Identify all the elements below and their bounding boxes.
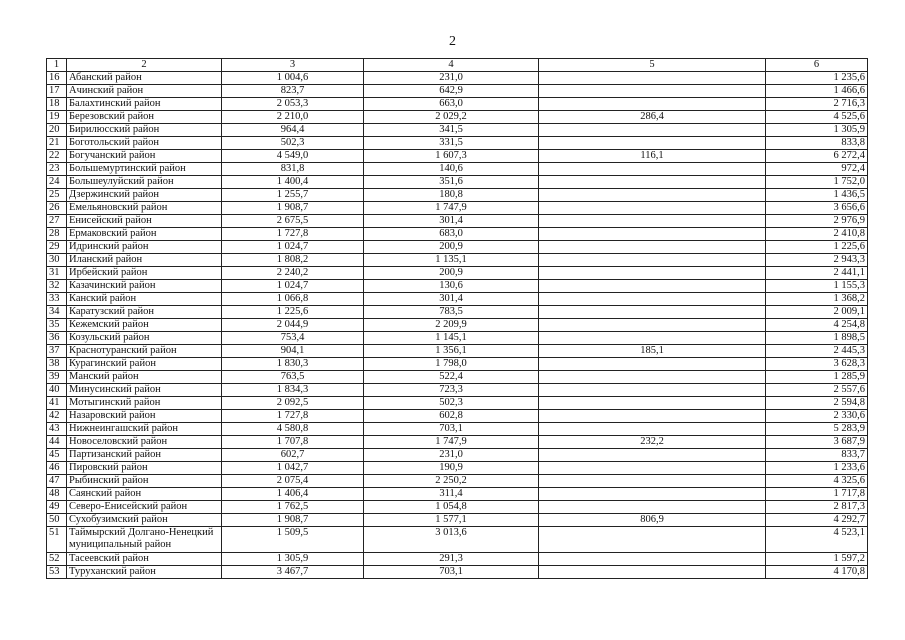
column-6-value-cell: 833,7 [766,449,868,462]
district-name-cell: Кежемский район [67,319,222,332]
column-3-value-cell: 964,4 [222,124,364,137]
column-3-value-cell: 831,8 [222,163,364,176]
column-3-value-cell: 1 024,7 [222,280,364,293]
column-4-value-cell: 180,8 [364,189,539,202]
column-3-value-cell: 823,7 [222,85,364,98]
row-number-cell: 40 [47,384,67,397]
row-number-cell: 42 [47,410,67,423]
column-5-value-cell [539,488,766,501]
column-6-value-cell: 2 009,1 [766,306,868,319]
column-6-value-cell: 2 716,3 [766,98,868,111]
row-number-cell: 47 [47,475,67,488]
row-number-cell: 29 [47,241,67,254]
row-number-cell: 38 [47,358,67,371]
row-number-cell: 51 [47,527,67,553]
column-4-value-cell: 311,4 [364,488,539,501]
column-6-value-cell: 2 330,6 [766,410,868,423]
row-number-cell: 22 [47,150,67,163]
district-name-cell: Большемуртинский район [67,163,222,176]
district-name-cell: Новоселовский район [67,436,222,449]
column-4-value-cell: 291,3 [364,553,539,566]
column-4-value-cell: 1 747,9 [364,436,539,449]
column-5-value-cell: 286,4 [539,111,766,124]
column-header: 6 [766,59,868,72]
row-number-cell: 39 [47,371,67,384]
row-number-cell: 45 [47,449,67,462]
table-row [47,319,868,332]
column-5-value-cell [539,410,766,423]
column-5-value-cell: 232,2 [539,436,766,449]
table-row [47,475,868,488]
row-number-cell: 37 [47,345,67,358]
column-4-value-cell: 703,1 [364,566,539,579]
table-row [47,306,868,319]
district-name-cell: Назаровский район [67,410,222,423]
district-name-cell: Дзержинский район [67,189,222,202]
column-4-value-cell: 703,1 [364,423,539,436]
district-name-cell: Каратузский район [67,306,222,319]
column-5-value-cell [539,202,766,215]
table-row [47,371,868,384]
column-3-value-cell: 4 580,8 [222,423,364,436]
column-4-value-cell: 602,8 [364,410,539,423]
column-4-value-cell: 3 013,6 [364,527,539,553]
column-6-value-cell: 833,8 [766,137,868,150]
column-5-value-cell [539,384,766,397]
column-5-value-cell [539,72,766,85]
column-3-value-cell: 2 210,0 [222,111,364,124]
row-number-cell: 36 [47,332,67,345]
district-name-cell: Таймырский Долгано-Ненецкий муниципальный район [67,527,222,553]
column-5-value-cell [539,553,766,566]
district-name-cell: Балахтинский район [67,98,222,111]
district-name-cell: Туруханский район [67,566,222,579]
column-4-value-cell: 502,3 [364,397,539,410]
table-row [47,111,868,124]
column-5-value-cell [539,306,766,319]
column-4-value-cell: 522,4 [364,371,539,384]
column-6-value-cell: 2 557,6 [766,384,868,397]
table-row [47,488,868,501]
row-number-cell: 32 [47,280,67,293]
district-name-cell: Нижнеингашский район [67,423,222,436]
row-number-cell: 19 [47,111,67,124]
column-6-value-cell: 4 325,6 [766,475,868,488]
column-4-value-cell: 231,0 [364,449,539,462]
district-name-cell: Емельяновский район [67,202,222,215]
row-number-cell: 50 [47,514,67,527]
district-name-cell: Иланский район [67,254,222,267]
column-3-value-cell: 502,3 [222,137,364,150]
column-4-value-cell: 1 135,1 [364,254,539,267]
column-5-value-cell [539,475,766,488]
column-6-value-cell: 3 628,3 [766,358,868,371]
row-number-cell: 28 [47,228,67,241]
column-5-value-cell [539,449,766,462]
column-3-value-cell: 763,5 [222,371,364,384]
column-5-value-cell [539,189,766,202]
row-number-cell: 17 [47,85,67,98]
district-name-cell: Тасеевский район [67,553,222,566]
column-3-value-cell: 1 830,3 [222,358,364,371]
column-5-value-cell [539,228,766,241]
column-5-value-cell [539,319,766,332]
column-5-value-cell: 806,9 [539,514,766,527]
table-row [47,280,868,293]
district-name-cell: Рыбинский район [67,475,222,488]
district-name-cell: Курагинский район [67,358,222,371]
column-5-value-cell [539,358,766,371]
column-5-value-cell [539,215,766,228]
column-4-value-cell: 140,6 [364,163,539,176]
row-number-cell: 18 [47,98,67,111]
column-4-value-cell: 200,9 [364,241,539,254]
district-name-cell: Богучанский район [67,150,222,163]
column-6-value-cell: 2 817,3 [766,501,868,514]
column-header: 1 [47,59,67,72]
column-5-value-cell [539,397,766,410]
column-4-value-cell: 301,4 [364,293,539,306]
column-5-value-cell [539,124,766,137]
page-number: 2 [449,34,456,49]
column-3-value-cell: 1 727,8 [222,410,364,423]
row-number-cell: 48 [47,488,67,501]
table-row [47,397,868,410]
table-row [47,332,868,345]
column-3-value-cell: 1 255,7 [222,189,364,202]
district-name-cell: Сухобузимский район [67,514,222,527]
column-5-value-cell [539,98,766,111]
column-5-value-cell [539,332,766,345]
column-header: 5 [539,59,766,72]
row-number-cell: 35 [47,319,67,332]
column-4-value-cell: 2 029,2 [364,111,539,124]
column-5-value-cell [539,85,766,98]
column-5-value-cell [539,293,766,306]
district-name-cell: Северо-Енисейский район [67,501,222,514]
column-header: 3 [222,59,364,72]
column-6-value-cell: 1 898,5 [766,332,868,345]
column-3-value-cell: 2 092,5 [222,397,364,410]
column-6-value-cell: 2 441,1 [766,267,868,280]
district-name-cell: Канский район [67,293,222,306]
table-body [47,72,868,579]
column-6-value-cell: 2 976,9 [766,215,868,228]
column-6-value-cell: 1 155,3 [766,280,868,293]
column-4-value-cell: 2 209,9 [364,319,539,332]
column-6-value-cell: 2 594,8 [766,397,868,410]
column-3-value-cell: 1 066,8 [222,293,364,306]
district-name-cell: Большеулуйский район [67,176,222,189]
row-number-cell: 34 [47,306,67,319]
district-name-cell: Казачинский район [67,280,222,293]
column-5-value-cell [539,527,766,553]
column-3-value-cell: 602,7 [222,449,364,462]
table-row [47,501,868,514]
column-6-value-cell: 4 523,1 [766,527,868,553]
column-3-value-cell: 1 727,8 [222,228,364,241]
column-4-value-cell: 1 054,8 [364,501,539,514]
column-6-value-cell: 972,4 [766,163,868,176]
row-number-cell: 49 [47,501,67,514]
column-6-value-cell: 1 235,6 [766,72,868,85]
column-3-value-cell: 2 075,4 [222,475,364,488]
row-number-cell: 30 [47,254,67,267]
district-name-cell: Идринский район [67,241,222,254]
table-row [47,449,868,462]
column-4-value-cell: 1 356,1 [364,345,539,358]
column-5-value-cell [539,501,766,514]
column-4-value-cell: 663,0 [364,98,539,111]
column-5-value-cell [539,176,766,189]
column-3-value-cell: 904,1 [222,345,364,358]
row-number-cell: 27 [47,215,67,228]
column-5-value-cell [539,241,766,254]
row-number-cell: 52 [47,553,67,566]
table-row [47,215,868,228]
row-number-cell: 33 [47,293,67,306]
column-6-value-cell: 5 283,9 [766,423,868,436]
row-number-cell: 20 [47,124,67,137]
table-row [47,98,868,111]
table-row [47,267,868,280]
column-4-value-cell: 723,3 [364,384,539,397]
table-row [47,228,868,241]
district-name-cell: Ирбейский район [67,267,222,280]
column-6-value-cell: 4 292,7 [766,514,868,527]
column-3-value-cell: 1 225,6 [222,306,364,319]
table-row [47,436,868,449]
table-row [47,254,868,267]
district-name-cell: Березовский район [67,111,222,124]
table-row [47,85,868,98]
column-4-value-cell: 301,4 [364,215,539,228]
column-3-value-cell: 1 024,7 [222,241,364,254]
column-5-value-cell [539,280,766,293]
column-3-value-cell: 3 467,7 [222,566,364,579]
column-5-value-cell [539,137,766,150]
column-3-value-cell: 1 707,8 [222,436,364,449]
column-3-value-cell: 1 004,6 [222,72,364,85]
column-5-value-cell [539,371,766,384]
column-5-value-cell [539,267,766,280]
column-6-value-cell: 2 445,3 [766,345,868,358]
table-row [47,345,868,358]
table-row [47,293,868,306]
column-6-value-cell: 1 225,6 [766,241,868,254]
column-6-value-cell: 6 272,4 [766,150,868,163]
column-4-value-cell: 200,9 [364,267,539,280]
column-6-value-cell: 1 368,2 [766,293,868,306]
column-4-value-cell: 341,5 [364,124,539,137]
row-number-cell: 16 [47,72,67,85]
table-row [47,150,868,163]
column-4-value-cell: 130,6 [364,280,539,293]
column-5-value-cell [539,423,766,436]
column-6-value-cell: 3 656,6 [766,202,868,215]
column-4-value-cell: 331,5 [364,137,539,150]
table-row [47,124,868,137]
table-row [47,527,868,553]
column-4-value-cell: 1 577,1 [364,514,539,527]
district-name-cell: Абанский район [67,72,222,85]
column-6-value-cell: 4 170,8 [766,566,868,579]
column-6-value-cell: 1 597,2 [766,553,868,566]
row-number-cell: 26 [47,202,67,215]
table-row [47,72,868,85]
table-row [47,384,868,397]
column-3-value-cell: 1 509,5 [222,527,364,553]
column-4-value-cell: 1 798,0 [364,358,539,371]
column-6-value-cell: 1 305,9 [766,124,868,137]
column-4-value-cell: 783,5 [364,306,539,319]
table-row [47,202,868,215]
column-6-value-cell: 1 285,9 [766,371,868,384]
table-row [47,358,868,371]
district-name-cell: Пировский район [67,462,222,475]
table-row [47,241,868,254]
column-4-value-cell: 642,9 [364,85,539,98]
column-5-value-cell [539,462,766,475]
column-3-value-cell: 4 549,0 [222,150,364,163]
column-4-value-cell: 2 250,2 [364,475,539,488]
district-name-cell: Минусинский район [67,384,222,397]
column-4-value-cell: 1 747,9 [364,202,539,215]
table-row [47,189,868,202]
column-3-value-cell: 2 053,3 [222,98,364,111]
district-name-cell: Манский район [67,371,222,384]
column-6-value-cell: 1 466,6 [766,85,868,98]
column-4-value-cell: 351,6 [364,176,539,189]
column-3-value-cell: 2 044,9 [222,319,364,332]
column-5-value-cell [539,254,766,267]
table-row [47,410,868,423]
column-3-value-cell: 1 908,7 [222,514,364,527]
column-3-value-cell: 1 400,4 [222,176,364,189]
row-number-cell: 25 [47,189,67,202]
district-name-cell: Боготольский район [67,137,222,150]
column-6-value-cell: 1 233,6 [766,462,868,475]
column-4-value-cell: 683,0 [364,228,539,241]
column-5-value-cell [539,566,766,579]
column-6-value-cell: 2 410,8 [766,228,868,241]
header-row [47,59,868,72]
table-row [47,462,868,475]
table-row [47,566,868,579]
table-row [47,514,868,527]
district-name-cell: Краснотуранский район [67,345,222,358]
row-number-cell: 53 [47,566,67,579]
district-name-cell: Козульский район [67,332,222,345]
column-3-value-cell: 1 406,4 [222,488,364,501]
column-3-value-cell: 1 808,2 [222,254,364,267]
column-3-value-cell: 1 834,3 [222,384,364,397]
column-6-value-cell: 1 436,5 [766,189,868,202]
column-3-value-cell: 1 305,9 [222,553,364,566]
column-3-value-cell: 2 675,5 [222,215,364,228]
column-6-value-cell: 1 717,8 [766,488,868,501]
column-4-value-cell: 1 145,1 [364,332,539,345]
table-row [47,163,868,176]
district-name-cell: Бирилюсский район [67,124,222,137]
table-row [47,423,868,436]
column-4-value-cell: 1 607,3 [364,150,539,163]
table-row [47,137,868,150]
column-3-value-cell: 753,4 [222,332,364,345]
district-name-cell: Ачинский район [67,85,222,98]
column-6-value-cell: 1 752,0 [766,176,868,189]
column-3-value-cell: 1 762,5 [222,501,364,514]
district-name-cell: Саянский район [67,488,222,501]
row-number-cell: 46 [47,462,67,475]
row-number-cell: 44 [47,436,67,449]
column-3-value-cell: 1 042,7 [222,462,364,475]
column-3-value-cell: 2 240,2 [222,267,364,280]
column-4-value-cell: 231,0 [364,72,539,85]
district-name-cell: Енисейский район [67,215,222,228]
district-name-cell: Партизанский район [67,449,222,462]
row-number-cell: 24 [47,176,67,189]
row-number-cell: 31 [47,267,67,280]
data-table [46,58,868,579]
column-6-value-cell: 3 687,9 [766,436,868,449]
column-5-value-cell [539,163,766,176]
column-4-value-cell: 190,9 [364,462,539,475]
column-6-value-cell: 4 525,6 [766,111,868,124]
row-number-cell: 41 [47,397,67,410]
row-number-cell: 21 [47,137,67,150]
column-header: 2 [67,59,222,72]
column-6-value-cell: 2 943,3 [766,254,868,267]
district-name-cell: Мотыгинский район [67,397,222,410]
column-5-value-cell: 185,1 [539,345,766,358]
table-row [47,553,868,566]
column-header: 4 [364,59,539,72]
column-5-value-cell: 116,1 [539,150,766,163]
row-number-cell: 23 [47,163,67,176]
row-number-cell: 43 [47,423,67,436]
column-6-value-cell: 4 254,8 [766,319,868,332]
district-name-cell: Ермаковский район [67,228,222,241]
column-3-value-cell: 1 908,7 [222,202,364,215]
table-row [47,176,868,189]
